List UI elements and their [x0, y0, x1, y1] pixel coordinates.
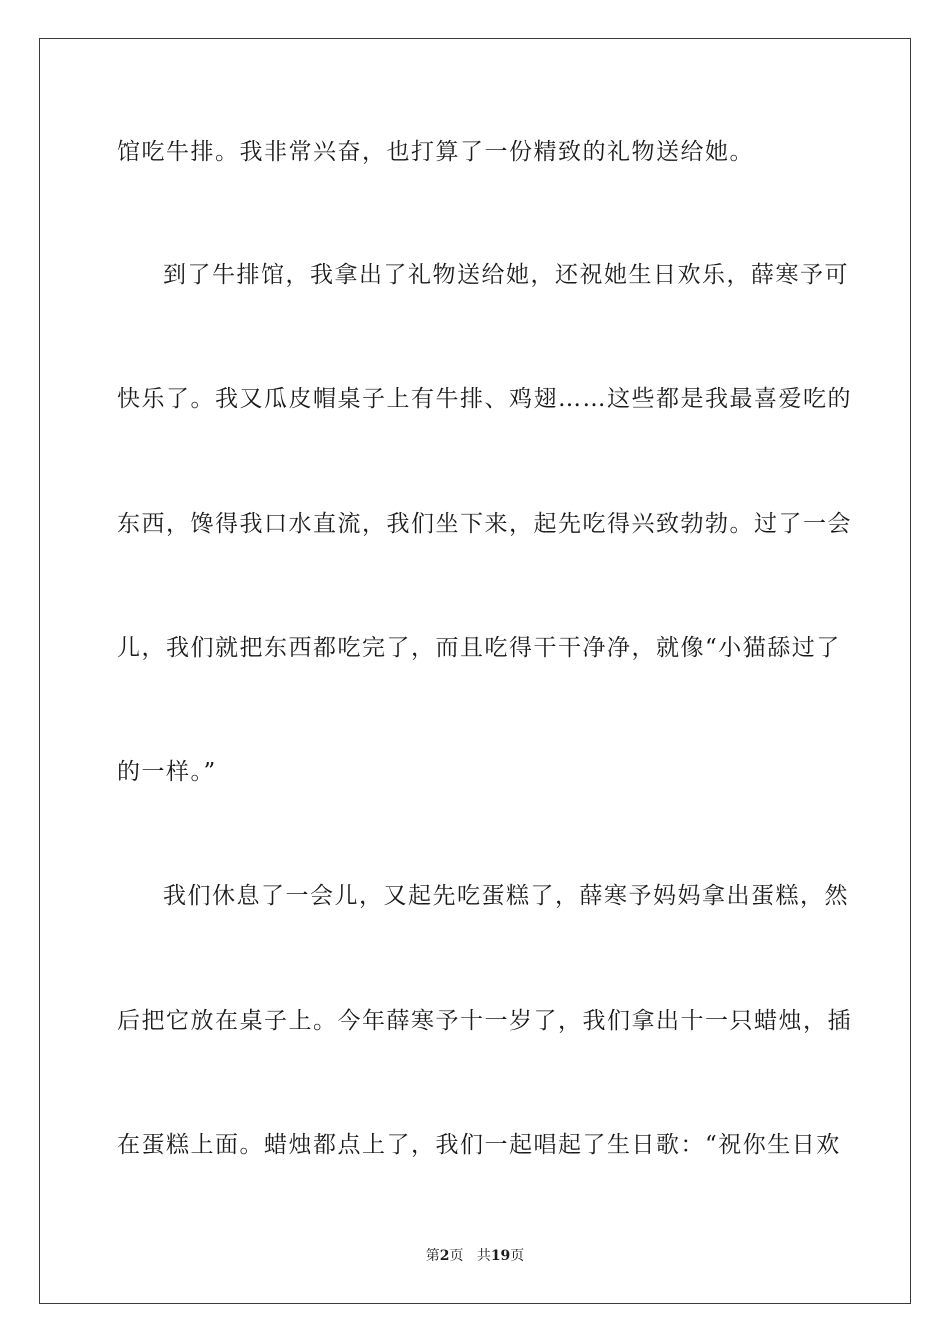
total-suffix: 页 [510, 1248, 525, 1264]
page-prefix: 第 [425, 1248, 440, 1264]
text-line-2: 到了牛排馆，我拿出了礼物送给她，还祝她生日欢乐，薛寒予可 [163, 262, 849, 288]
text-line-4: 东西，馋得我口水直流，我们坐下来，起先吃得兴致勃勃。过了一会 [117, 511, 852, 537]
text-line-6: 的一样。” [117, 759, 217, 785]
page-footer [0, 1247, 950, 1265]
total-prefix: 共 [476, 1248, 491, 1264]
text-line-8: 后把它放在桌子上。今年薛寒予十一岁了，我们拿出十一只蜡烛，插 [117, 1008, 852, 1034]
text-line-7: 我们休息了一会儿，又起先吃蛋糕了，薛寒予妈妈拿出蛋糕，然 [163, 883, 849, 909]
page-suffix: 页 [449, 1248, 464, 1264]
text-line-3: 快乐了。我又瓜皮帽桌子上有牛排、鸡翅……这些都是我最喜爱吃的 [117, 386, 852, 412]
text-line-5: 儿，我们就把东西都吃完了，而且吃得干干净净，就像“小猫舔过了 [117, 635, 841, 661]
text-line-9: 在蛋糕上面。蜡烛都点上了，我们一起唱起了生日歌：“祝你生日欢 [117, 1132, 841, 1158]
text-line-1: 馆吃牛排。我非常兴奋，也打算了一份精致的礼物送给她。 [117, 139, 754, 165]
page-border [39, 38, 911, 1304]
total-pages: 19 [490, 1248, 511, 1264]
page-number: 2 [439, 1248, 450, 1264]
